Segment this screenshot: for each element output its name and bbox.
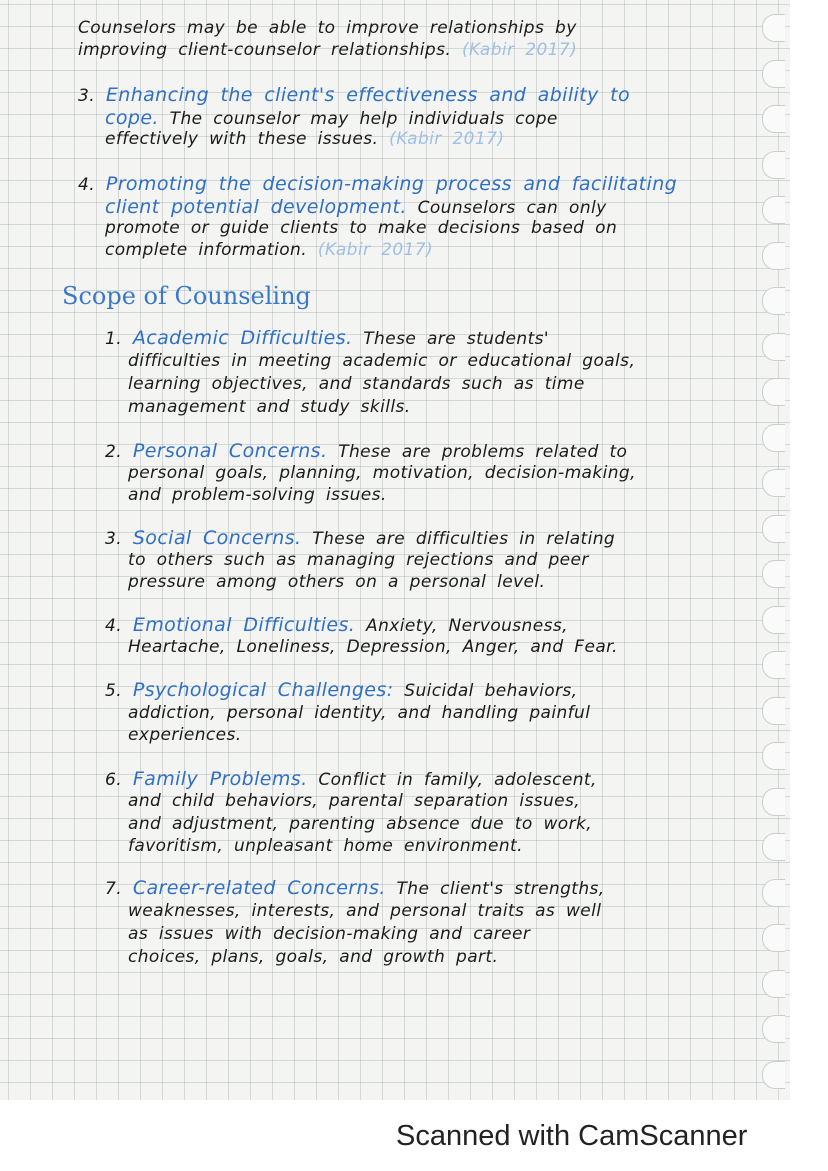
intro-line <box>78 18 577 38</box>
binder-hole-icon <box>762 970 785 998</box>
scope-item-6-line <box>128 791 580 811</box>
text: favoritism, unpleasant home environment. <box>128 836 523 856</box>
item-number: 4. <box>105 616 123 636</box>
citation: (Kabir 2017) <box>389 129 505 149</box>
binder-hole-icon <box>762 742 785 770</box>
item-number: 2. <box>105 442 123 462</box>
item-number: 3. <box>105 529 123 549</box>
text: Counselors may be able to improve relationships by <box>78 18 577 38</box>
text: and adjustment, parenting absence due to work, <box>128 814 593 834</box>
binder-hole-icon <box>762 1061 785 1089</box>
citation: (Kabir 2017) <box>461 40 578 60</box>
scope-item-2-line <box>128 463 636 483</box>
binder-hole-icon <box>762 333 785 361</box>
text: choices, plans, goals, and growth part. <box>128 947 499 967</box>
binder-hole-icon <box>762 242 785 270</box>
scope-item-1-line <box>128 351 635 371</box>
item-title: Psychological Challenges: <box>132 679 394 701</box>
goal-4-line <box>105 218 617 238</box>
scanner-watermark: Scanned with CamScanner <box>396 1120 748 1152</box>
binder-hole-icon <box>762 879 785 907</box>
binder-hole-icon <box>762 651 785 679</box>
goal-3-line <box>105 107 558 129</box>
text: as issues with decision-making and career <box>128 924 531 944</box>
scope-item-3-line <box>128 572 545 592</box>
scope-item-7-line <box>128 901 601 921</box>
binder-hole-icon <box>762 1015 785 1043</box>
binder-hole-icon <box>762 606 785 634</box>
text: management and study skills. <box>128 397 411 417</box>
binder-hole-icon <box>762 14 785 42</box>
scope-item-7-line <box>128 947 498 967</box>
binder-hole-icon <box>762 424 785 452</box>
item-title: Career-related Concerns. <box>132 877 386 899</box>
binder-hole-icon <box>762 60 785 88</box>
item-title: cope. <box>105 107 159 129</box>
text: These are students' <box>352 329 549 349</box>
text: improving client-counselor relationships. <box>78 40 452 60</box>
binder-hole-icon <box>762 151 785 179</box>
text: to others such as managing rejections and peer <box>128 550 589 570</box>
text: Anxiety, Nervousness, <box>355 616 568 636</box>
text: complete information. <box>105 240 308 260</box>
scope-item-3-line <box>128 550 589 570</box>
text: effectively with these issues. <box>105 129 379 149</box>
binder-hole-icon <box>762 196 785 224</box>
scope-item-5-line <box>128 725 242 745</box>
text: The client's strengths, <box>385 879 605 899</box>
text: promote or guide clients to make decisions based on <box>105 218 618 238</box>
scope-item-7-line <box>105 877 605 899</box>
text: Heartache, Loneliness, Depression, Anger, and Fear. <box>128 637 618 657</box>
item-title: Social Concerns. <box>132 527 302 549</box>
scope-item-2-line <box>128 485 387 505</box>
item-title: Promoting the decision-making process and facilitating <box>105 173 678 195</box>
scope-item-1-line <box>105 327 549 349</box>
item-number: 6. <box>105 770 123 790</box>
item-number: 4. <box>78 175 96 195</box>
binder-hole-icon <box>762 833 785 861</box>
binder-hole-icon <box>762 788 785 816</box>
text: Counselors can only <box>406 198 607 218</box>
text: and problem-solving issues. <box>128 485 387 505</box>
binder-hole-icon <box>762 924 785 952</box>
text: experiences. <box>128 725 242 745</box>
scope-item-6-line <box>128 836 523 856</box>
binder-holes <box>758 0 788 1100</box>
scope-item-1-line <box>128 397 411 417</box>
scope-item-6-line <box>128 814 592 834</box>
scope-item-2-line <box>105 440 627 462</box>
scope-item-5-line <box>105 679 577 701</box>
item-number: 3. <box>78 86 96 106</box>
item-title: Emotional Difficulties. <box>132 614 356 636</box>
item-title: Family Problems. <box>132 768 308 790</box>
binder-hole-icon <box>762 560 785 588</box>
binder-hole-icon <box>762 105 785 133</box>
section-heading: Scope of Counseling <box>62 282 311 310</box>
text: and child behaviors, parental separation issues, <box>128 791 581 811</box>
text: Suicidal behaviors, <box>393 681 578 701</box>
goal-4-line <box>105 240 433 260</box>
citation: (Kabir 2017) <box>317 240 434 260</box>
item-title: Academic Difficulties. <box>132 327 353 349</box>
text: Conflict in family, adolescent, <box>307 770 597 790</box>
goal-3-line <box>105 129 504 149</box>
intro-line <box>78 40 577 60</box>
item-number: 1. <box>105 329 123 349</box>
scope-item-6-line <box>105 768 597 790</box>
text: pressure among others on a personal level. <box>128 572 546 592</box>
item-title: client potential development. <box>105 196 407 218</box>
binder-hole-icon <box>762 697 785 725</box>
binder-hole-icon <box>762 469 785 497</box>
text: These are problems related to <box>327 442 628 462</box>
scope-item-4-line <box>128 637 618 657</box>
scope-item-7-line <box>128 924 530 944</box>
item-title: Enhancing the client's effectiveness and ability to <box>105 84 631 106</box>
text: These are difficulties in relating <box>301 529 616 549</box>
goal-4-line <box>105 196 607 218</box>
text: personal goals, planning, motivation, decision-making, <box>128 463 636 483</box>
scope-item-4-line <box>105 614 568 636</box>
item-number: 7. <box>105 879 123 899</box>
item-title: Personal Concerns. <box>132 440 328 462</box>
item-number: 5. <box>105 681 123 701</box>
goal-4-line <box>78 173 677 195</box>
text: weaknesses, interests, and personal traits as well <box>128 901 602 921</box>
scope-item-5-line <box>128 703 590 723</box>
scope-item-1-line <box>128 374 585 394</box>
binder-hole-icon <box>762 378 785 406</box>
text: The counselor may help individuals cope <box>158 109 558 129</box>
text: addiction, personal identity, and handling painful <box>128 703 591 723</box>
goal-3-line <box>78 84 630 106</box>
scope-item-3-line <box>105 527 615 549</box>
binder-hole-icon <box>762 515 785 543</box>
text: difficulties in meeting academic or educational goals, <box>128 351 636 371</box>
binder-hole-icon <box>762 287 785 315</box>
text: learning objectives, and standards such as time <box>128 374 585 394</box>
